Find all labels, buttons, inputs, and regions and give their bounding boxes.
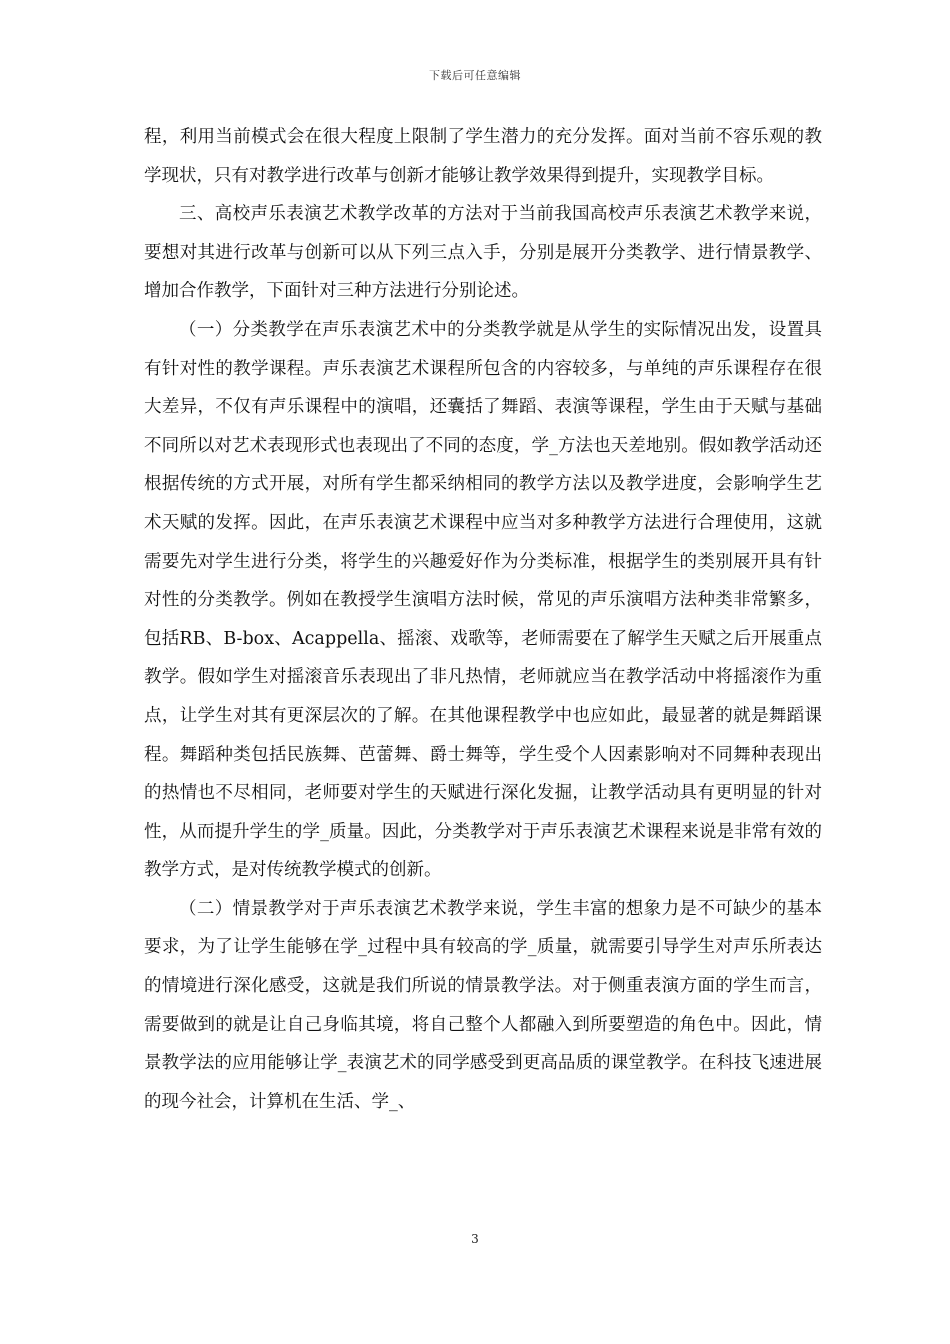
page-header: 下载后可任意编辑 — [429, 69, 521, 82]
paragraph: 程，利用当前模式会在很大程度上限制了学生潜力的充分发挥。面对当前不容乐观的教学现状，只有对教学进行改革与创新才能够让教学效果得到提升，实现教学目标。 — [144, 127, 822, 186]
document-body — [144, 118, 822, 1121]
paragraph: 三、高校声乐表演艺术教学改革的方法对于当前我国高校声乐表演艺术教学来说，要想对其进行改革与创新可以从下列三点入手，分别是展开分类教学、进行情景教学、增加合作教学，下面针对三种方法进行分别论述。 — [144, 204, 822, 302]
page-number: 3 — [471, 1232, 479, 1246]
paragraph: （二）情景教学对于声乐表演艺术教学来说，学生丰富的想象力是不可缺少的基本要求，为了让学生能够在学_过程中具有较高的学_质量，就需要引导学生对声乐所表达的情境进行深化感受，这就是我们所说的情景教学法。对于侧重表演方面的学生而言，需要做到的就是让自己身临其境，将自己整个人都融入到所要塑造的角色中。因此，情景教学法的应用能够让学_表演艺术的同学感受到更高品质的课堂教学。在科技飞速进展的现今社会，计算机在生活、学_、 — [144, 898, 822, 1112]
paragraph: （一）分类教学在声乐表演艺术中的分类教学就是从学生的实际情况出发，设置具有针对性的教学课程。声乐表演艺术课程所包含的内容较多，与单纯的声乐课程存在很大差异，不仅有声乐课程中的演唱，还囊括了舞蹈、表演等课程，学生由于天赋与基础不同所以对艺术表现形式也表现出了不同的态度，学_方法也天差地别。假如教学活动还根据传统的方式开展，对所有学生都采纳相同的教学方法以及教学进度，会影响学生艺术天赋的发挥。因此，在声乐表演艺术课程中应当对多种教学方法进行合理使用，这就需要先对学生进行分类，将学生的兴趣爱好作为分类标准，根据学生的类别展开具有针对性的分类教学。例如在教授学生演唱方法时候，常见的声乐演唱方法种类非常繁多，包括RB、B-box、Acappella、摇滚、戏歌等，老师需要在了解学生天赋之后开展重点教学。假如学生对摇滚音乐表现出了非凡热情，老师就应当在教学活动中将摇滚作为重点，让学生对其有更深层次的了解。在其他课程教学中也应如此，最显著的就是舞蹈课程。舞蹈种类包括民族舞、芭蕾舞、爵士舞等，学生受个人因素影响对不同舞种表现出的热情也不尽相同，老师要对学生的天赋进行深化发掘，让教学活动具有更明显的针对性，从而提升学生的学_质量。因此，分类教学对于声乐表演艺术课程来说是非常有效的教学方式，是对传统教学模式的创新。 — [144, 319, 822, 881]
